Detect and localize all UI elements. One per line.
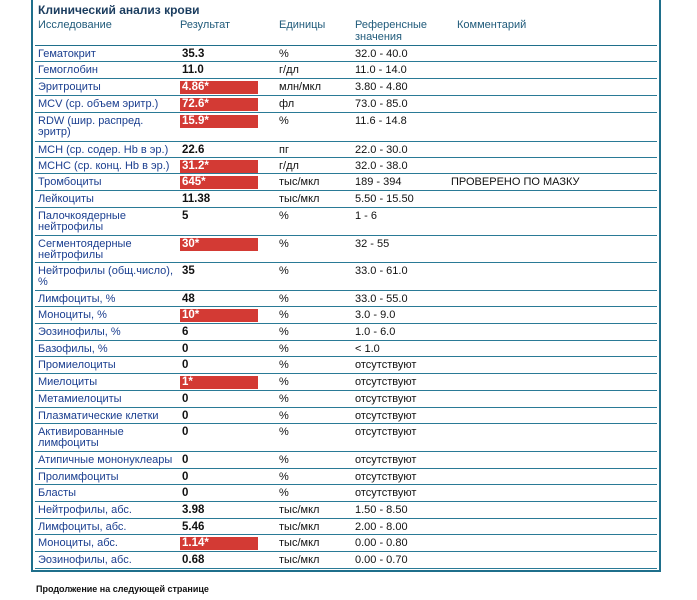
result-value: 0: [182, 343, 189, 355]
reference-range: 5.50 - 15.50: [355, 193, 414, 205]
result-value-flagged: 1*: [180, 376, 258, 389]
result-value: 0: [182, 359, 189, 371]
test-name: Эозинофилы, абс.: [38, 554, 132, 566]
reference-range: 22.0 - 30.0: [355, 144, 408, 156]
header-result: Результат: [180, 19, 231, 31]
reference-range: 2.00 - 8.00: [355, 521, 408, 533]
result-value-flagged: 1.14*: [180, 537, 258, 550]
reference-range: 0.00 - 0.70: [355, 554, 408, 566]
test-name: Базофилы, %: [38, 343, 108, 355]
test-name: Тромбоциты: [38, 176, 102, 188]
table-row: [35, 485, 657, 502]
frame-right-border: [659, 0, 661, 572]
result-value: 48: [182, 293, 195, 305]
test-name: Миелоциты: [38, 376, 98, 388]
test-name: MCHC (ср. конц. Hb в эр.): [38, 160, 170, 172]
test-name: RDW (шир. распред. эритр): [38, 115, 144, 138]
units-value: %: [279, 454, 289, 466]
test-name: Нейтрофилы, абс.: [38, 504, 132, 516]
units-value: %: [279, 48, 289, 60]
units-value: тыс/мкл: [279, 193, 320, 205]
result-value: 0: [182, 454, 189, 466]
units-value: %: [279, 293, 289, 305]
result-value: 6: [182, 326, 189, 338]
units-value: %: [279, 210, 289, 222]
result-value: 0: [182, 426, 189, 438]
units-value: фл: [279, 98, 295, 110]
test-name: Лимфоциты, %: [38, 293, 116, 305]
table-row: [35, 535, 657, 552]
header-units: Единицы: [279, 19, 326, 31]
units-value: тыс/мкл: [279, 504, 320, 516]
continuation-note: Продолжение на следующей странице: [36, 584, 209, 594]
table-row: [35, 291, 657, 307]
result-value: 0: [182, 410, 189, 422]
units-value: %: [279, 410, 289, 422]
test-name: Промиелоциты: [38, 359, 116, 371]
units-value: %: [279, 309, 289, 321]
result-value: 0: [182, 471, 189, 483]
table-row: [35, 263, 657, 291]
result-value-flagged: 30*: [180, 238, 258, 251]
table-row: [35, 502, 657, 519]
result-value-flagged: 72.6*: [180, 98, 258, 111]
result-value: 22.6: [182, 144, 205, 156]
reference-range: 1.50 - 8.50: [355, 504, 408, 516]
units-value: %: [279, 238, 289, 250]
units-value: %: [279, 265, 289, 277]
reference-range: 33.0 - 61.0: [355, 265, 408, 277]
table-row: [35, 174, 657, 191]
result-value: 0: [182, 487, 189, 499]
reference-range: 3.0 - 9.0: [355, 309, 396, 321]
units-value: пг: [279, 144, 289, 156]
reference-range: 32.0 - 40.0: [355, 48, 408, 60]
result-value: 35.3: [182, 48, 205, 60]
header-reference-line1: Референсные: [355, 19, 428, 31]
reference-range: 3.80 - 4.80: [355, 81, 408, 93]
test-name: Эозинофилы, %: [38, 326, 121, 338]
table-row: [35, 408, 657, 424]
units-value: %: [279, 487, 289, 499]
reference-range: 32 - 55: [355, 238, 390, 250]
table-row: [35, 374, 657, 391]
test-name: Плазматические клетки: [38, 410, 159, 422]
table-row: [35, 452, 657, 469]
units-value: г/дл: [279, 160, 299, 172]
reference-range: 189 - 394: [355, 176, 402, 188]
reference-range: отсутствуют: [355, 359, 417, 371]
test-name: Моноциты, абс.: [38, 537, 118, 549]
test-name: Гемоглобин: [38, 64, 98, 76]
reference-range: отсутствуют: [355, 454, 417, 466]
reference-range: отсутствуют: [355, 376, 417, 388]
reference-range: < 1.0: [355, 343, 380, 355]
frame-bottom-border: [31, 570, 661, 572]
reference-range: 1 - 6: [355, 210, 378, 222]
test-name: MCV (ср. объем эритр.): [38, 98, 159, 110]
test-name: Сегментоядерные нейтрофилы: [38, 238, 132, 261]
table-row: [35, 96, 657, 113]
reference-range: отсутствуют: [355, 410, 417, 422]
units-value: %: [279, 343, 289, 355]
table-row: [35, 46, 657, 62]
result-value-flagged: 645*: [180, 176, 258, 189]
table-row: [35, 113, 657, 142]
test-name: Палочкоядерные нейтрофилы: [38, 210, 126, 233]
units-value: %: [279, 426, 289, 438]
test-name: Лейкоциты: [38, 193, 94, 205]
reference-range: 11.0 - 14.0: [355, 64, 407, 76]
units-value: г/дл: [279, 64, 299, 76]
table-row: [35, 142, 657, 158]
table-row: [35, 324, 657, 341]
result-value: 0.68: [182, 554, 205, 566]
header-test: Исследование: [38, 19, 112, 31]
result-value-flagged: 10*: [180, 309, 258, 322]
reference-range: отсутствуют: [355, 393, 417, 405]
test-name: Гематокрит: [38, 48, 96, 60]
reference-range: отсутствуют: [355, 471, 417, 483]
result-value: 11.0: [182, 64, 204, 76]
result-value-flagged: 31.2*: [180, 160, 258, 173]
result-value: 35: [182, 265, 195, 277]
result-value: 3.98: [182, 504, 205, 516]
table-row: [35, 236, 657, 263]
reference-range: отсутствуют: [355, 487, 417, 499]
header-comment: Комментарий: [457, 19, 527, 31]
test-name: Бласты: [38, 487, 77, 499]
table-row: [35, 341, 657, 357]
units-value: %: [279, 326, 289, 338]
result-value-flagged: 4.86*: [180, 81, 258, 94]
test-name: Лимфоциты, абс.: [38, 521, 127, 533]
comment-value: ПРОВЕРЕНО ПО МАЗКУ: [451, 176, 580, 188]
table-row: [35, 62, 657, 79]
test-name: Нейтрофилы (общ.число), %: [38, 265, 173, 288]
report-title: Клинический анализ крови: [38, 3, 200, 17]
units-value: тыс/мкл: [279, 537, 320, 549]
test-name: Активированные лимфоциты: [38, 426, 124, 449]
table-row: [35, 208, 657, 236]
test-name: Моноциты, %: [38, 309, 107, 321]
test-name: Пролимфоциты: [38, 471, 119, 483]
header-reference-line2: значения: [355, 31, 403, 43]
result-value: 5: [182, 210, 189, 222]
table-row: [35, 191, 657, 208]
table-row: [35, 391, 657, 408]
reference-range: 1.0 - 6.0: [355, 326, 396, 338]
table-row: [35, 552, 657, 569]
test-name: Метамиелоциты: [38, 393, 122, 405]
units-value: %: [279, 359, 289, 371]
reference-range: 0.00 - 0.80: [355, 537, 408, 549]
reference-range: 32.0 - 38.0: [355, 160, 408, 172]
header-reference: [355, 19, 427, 43]
units-value: тыс/мкл: [279, 554, 320, 566]
table-row: [35, 307, 657, 324]
units-value: %: [279, 376, 289, 388]
test-name: Атипичные мононуклеары: [38, 454, 173, 466]
units-value: тыс/мкл: [279, 521, 320, 533]
units-value: млн/мкл: [279, 81, 322, 93]
units-value: %: [279, 115, 289, 127]
table-row: [35, 79, 657, 96]
test-name: MCH (ср. содер. Hb в эр.): [38, 144, 169, 156]
units-value: %: [279, 393, 289, 405]
units-value: %: [279, 471, 289, 483]
frame-left-border: [31, 0, 33, 572]
reference-range: 73.0 - 85.0: [355, 98, 408, 110]
table-row: [35, 424, 657, 452]
result-value: 0: [182, 393, 189, 405]
reference-range: отсутствуют: [355, 426, 417, 438]
table-row: [35, 469, 657, 485]
result-value: 5.46: [182, 521, 205, 533]
result-value-flagged: 15.9*: [180, 115, 258, 128]
reference-range: 11.6 - 14.8: [355, 115, 407, 127]
table-row: [35, 519, 657, 535]
test-name: Эритроциты: [38, 81, 101, 93]
reference-range: 33.0 - 55.0: [355, 293, 408, 305]
table-row: [35, 357, 657, 374]
units-value: тыс/мкл: [279, 176, 320, 188]
table-row: [35, 158, 657, 174]
result-value: 11.38: [182, 193, 211, 205]
